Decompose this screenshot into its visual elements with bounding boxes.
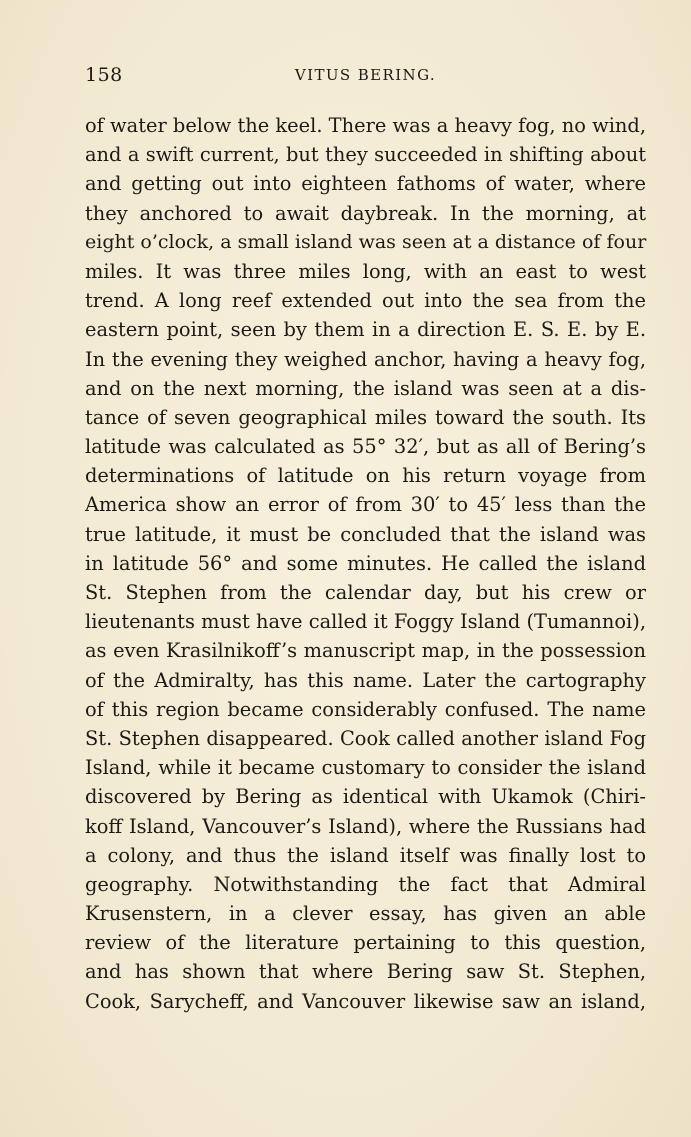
text-line: eastern point, seen by them in a direction E. S. E. by E. bbox=[85, 318, 646, 342]
text-line: Island, while it became customary to consider the island bbox=[85, 756, 646, 780]
text-line: koff Island, Vancouver’s Island), where the Russians had bbox=[85, 814, 646, 838]
body-text bbox=[85, 111, 646, 1016]
text-line: review of the literature pertaining to this question, bbox=[85, 931, 646, 955]
text-line: in latitude 56° and some minutes. He called the island bbox=[85, 551, 646, 575]
text-line: determinations of latitude on his return voyage from bbox=[85, 464, 646, 488]
text-line: In the evening they weighed anchor, having a heavy fog, bbox=[85, 347, 646, 371]
text-line: geography. Notwithstanding the fact that Admiral bbox=[85, 872, 646, 896]
page-header bbox=[85, 64, 646, 88]
text-line: trend. A long reef extended out into the sea from the bbox=[85, 289, 646, 313]
text-line: discovered by Bering as identical with Ukamok (Chiri- bbox=[85, 785, 646, 809]
text-line: and has shown that where Bering saw St. Stephen, bbox=[85, 960, 646, 984]
text-line: and a swift current, but they succeeded in shifting about bbox=[85, 143, 646, 167]
text-line: of this region became considerably confused. The name bbox=[85, 697, 646, 721]
text-line: lieutenants must have called it Foggy Island (Tumannoi), bbox=[85, 610, 646, 634]
text-line: miles. It was three miles long, with an east to west bbox=[85, 259, 646, 283]
text-line: latitude was calculated as 55° 32′, but as all of Bering’s bbox=[85, 435, 646, 459]
text-line: St. Stephen from the calendar day, but his crew or bbox=[85, 581, 646, 604]
text-line: they anchored to await daybreak. In the morning, at bbox=[85, 201, 646, 225]
text-line: a colony, and thus the island itself was finally lost to bbox=[85, 843, 646, 867]
text-line: St. Stephen disappeared. Cook called another island Fog bbox=[85, 726, 646, 750]
text-line: and getting out into eighteen fathoms of water, where bbox=[85, 172, 646, 196]
text-line: tance of seven geographical miles toward the south. Its bbox=[85, 405, 646, 429]
text-line: America show an error of from 30′ to 45′ less than the bbox=[85, 493, 646, 517]
text-line: of water below the keel. There was a heavy fog, no wind, bbox=[85, 114, 646, 137]
text-line: as even Krasilnikoff’s manuscript map, in the possession bbox=[85, 639, 646, 663]
text-line: eight o’clock, a small island was seen at a distance of four bbox=[85, 230, 647, 253]
page-number: 158 bbox=[85, 64, 123, 86]
text-line: Krusenstern, in a clever essay, has given an able bbox=[85, 902, 646, 926]
text-line: and on the next morning, the island was seen at a dis- bbox=[85, 376, 646, 400]
running-head: VITUS BERING. bbox=[294, 66, 437, 84]
text-line: of the Admiralty, has this name. Later the cartography bbox=[85, 668, 646, 692]
text-line: Cook, Sarycheff, and Vancouver likewise saw an island, bbox=[85, 989, 646, 1013]
text-line: true latitude, it must be concluded that the island was bbox=[85, 522, 646, 546]
